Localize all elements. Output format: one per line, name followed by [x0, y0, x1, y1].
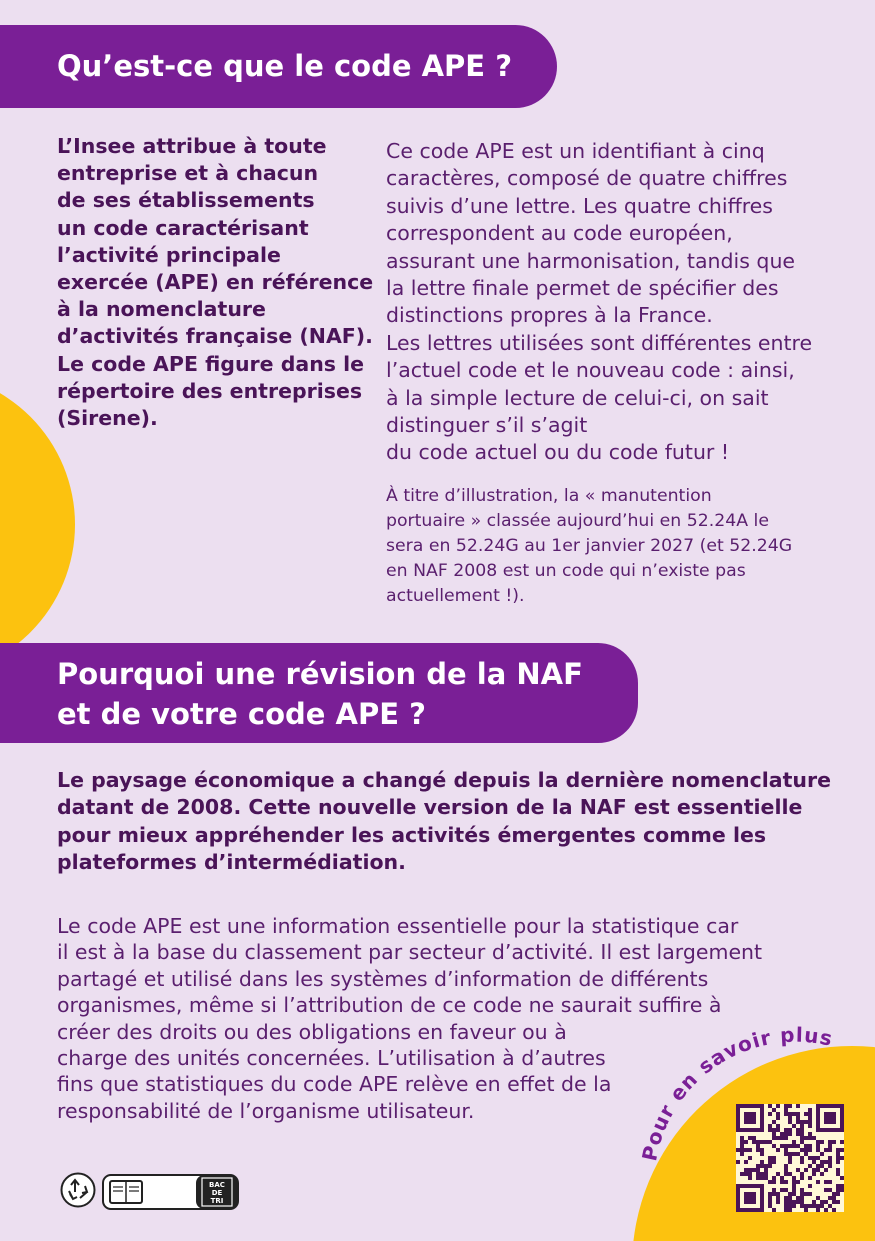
- lead-line: pour mieux appréhender les activités émergentes comme les: [57, 822, 767, 847]
- description-line: distinguer s’il s’agit: [386, 413, 588, 438]
- intro-line: de ses établissements: [57, 188, 315, 213]
- lead-line: datant de 2008. Cette nouvelle version de la NAF est essentielle: [57, 795, 803, 820]
- body-line: fins que statistiques du code APE relève en effet de la: [57, 1072, 612, 1097]
- description-line: du code actuel ou du code futur !: [386, 440, 730, 465]
- intro-paragraph: [57, 133, 373, 432]
- intro-line: entreprise et à chacun: [57, 161, 319, 186]
- intro-line: à la nomenclature: [57, 297, 266, 322]
- example-line: en NAF 2008 est un code qui n’existe pas: [386, 561, 746, 581]
- body-line: organismes, même si l’attribution de ce code ne saurait suffire à: [57, 993, 722, 1018]
- bin-label-line: BAC: [209, 1181, 225, 1189]
- intro-line: exercée (APE) en référence: [57, 270, 374, 295]
- example-line: sera en 52.24G au 1er janvier 2027 (et 52.24G: [386, 536, 793, 556]
- example-line: À titre d’illustration, la « manutention: [386, 486, 712, 506]
- intro-line: d’activités française (NAF).: [57, 324, 373, 349]
- description-paragraph: [386, 138, 812, 467]
- lead-line: plateformes d’intermédiation.: [57, 849, 406, 874]
- intro-line: répertoire des entreprises: [57, 378, 363, 403]
- bin-label-line: TRI: [210, 1197, 224, 1205]
- intro-line: un code caractérisant: [57, 215, 309, 240]
- lead-line: Le paysage économique a changé depuis la dernière nomenclature: [57, 768, 831, 792]
- intro-line: Le code APE figure dans le: [57, 351, 365, 376]
- bin-label-line: DE: [211, 1189, 223, 1197]
- triman-icon: [60, 1172, 96, 1208]
- lead-paragraph: [57, 767, 831, 876]
- qr-code[interactable]: [736, 1104, 844, 1212]
- description-line: l’actuel code et le nouveau code : ainsi,: [386, 358, 795, 383]
- section-title-what: Qu’est-ce que le code APE ?: [0, 25, 557, 108]
- body-line: créer des droits ou des obligations en faveur ou à: [57, 1019, 567, 1044]
- example-line: portuaire » classée aujourd’hui en 52.24A le: [386, 511, 769, 531]
- example-line: actuellement !).: [386, 586, 525, 606]
- example-paragraph: [386, 484, 792, 609]
- description-line: suivis d’une lettre. Les quatre chiffres: [386, 193, 773, 218]
- section-title-line: Pourquoi une révision de la NAF: [57, 657, 583, 691]
- description-line: Ce code APE est un identifiant à cinq: [386, 139, 765, 163]
- description-line: correspondent au code européen,: [386, 221, 733, 246]
- description-line: Les lettres utilisées sont différentes entre: [386, 330, 813, 355]
- description-line: assurant une harmonisation, tandis que: [386, 248, 796, 273]
- description-line: à la simple lecture de celui-ci, on sait: [386, 385, 769, 410]
- section-title-line: et de votre code APE ?: [57, 697, 426, 731]
- body-line: charge des unités concernées. L’utilisation à d’autres: [57, 1046, 606, 1071]
- intro-line: (Sirene).: [57, 406, 158, 431]
- qr-code-icon: [736, 1104, 844, 1212]
- body-line: Le code APE est une information essentielle pour la statistique car: [57, 914, 739, 938]
- intro-line: L’Insee attribue à toute: [57, 134, 327, 158]
- description-line: la lettre finale permet de spécifier des: [386, 276, 779, 301]
- body-line: responsabilité de l’organisme utilisateur.: [57, 1098, 475, 1123]
- section-title-why: [0, 643, 638, 743]
- body-line: partagé et utilisé dans les systèmes d’information de différents: [57, 966, 709, 991]
- body-line: il est à la base du classement par secteur d’activité. Il est largement: [57, 940, 763, 965]
- description-line: caractères, composé de quatre chiffres: [386, 166, 788, 191]
- description-line: distinctions propres à la France.: [386, 303, 713, 328]
- learn-more-text: Pour en savoir plus: [637, 1022, 836, 1164]
- intro-line: l’activité principale: [57, 242, 281, 267]
- info-tri-icon: [102, 1174, 239, 1210]
